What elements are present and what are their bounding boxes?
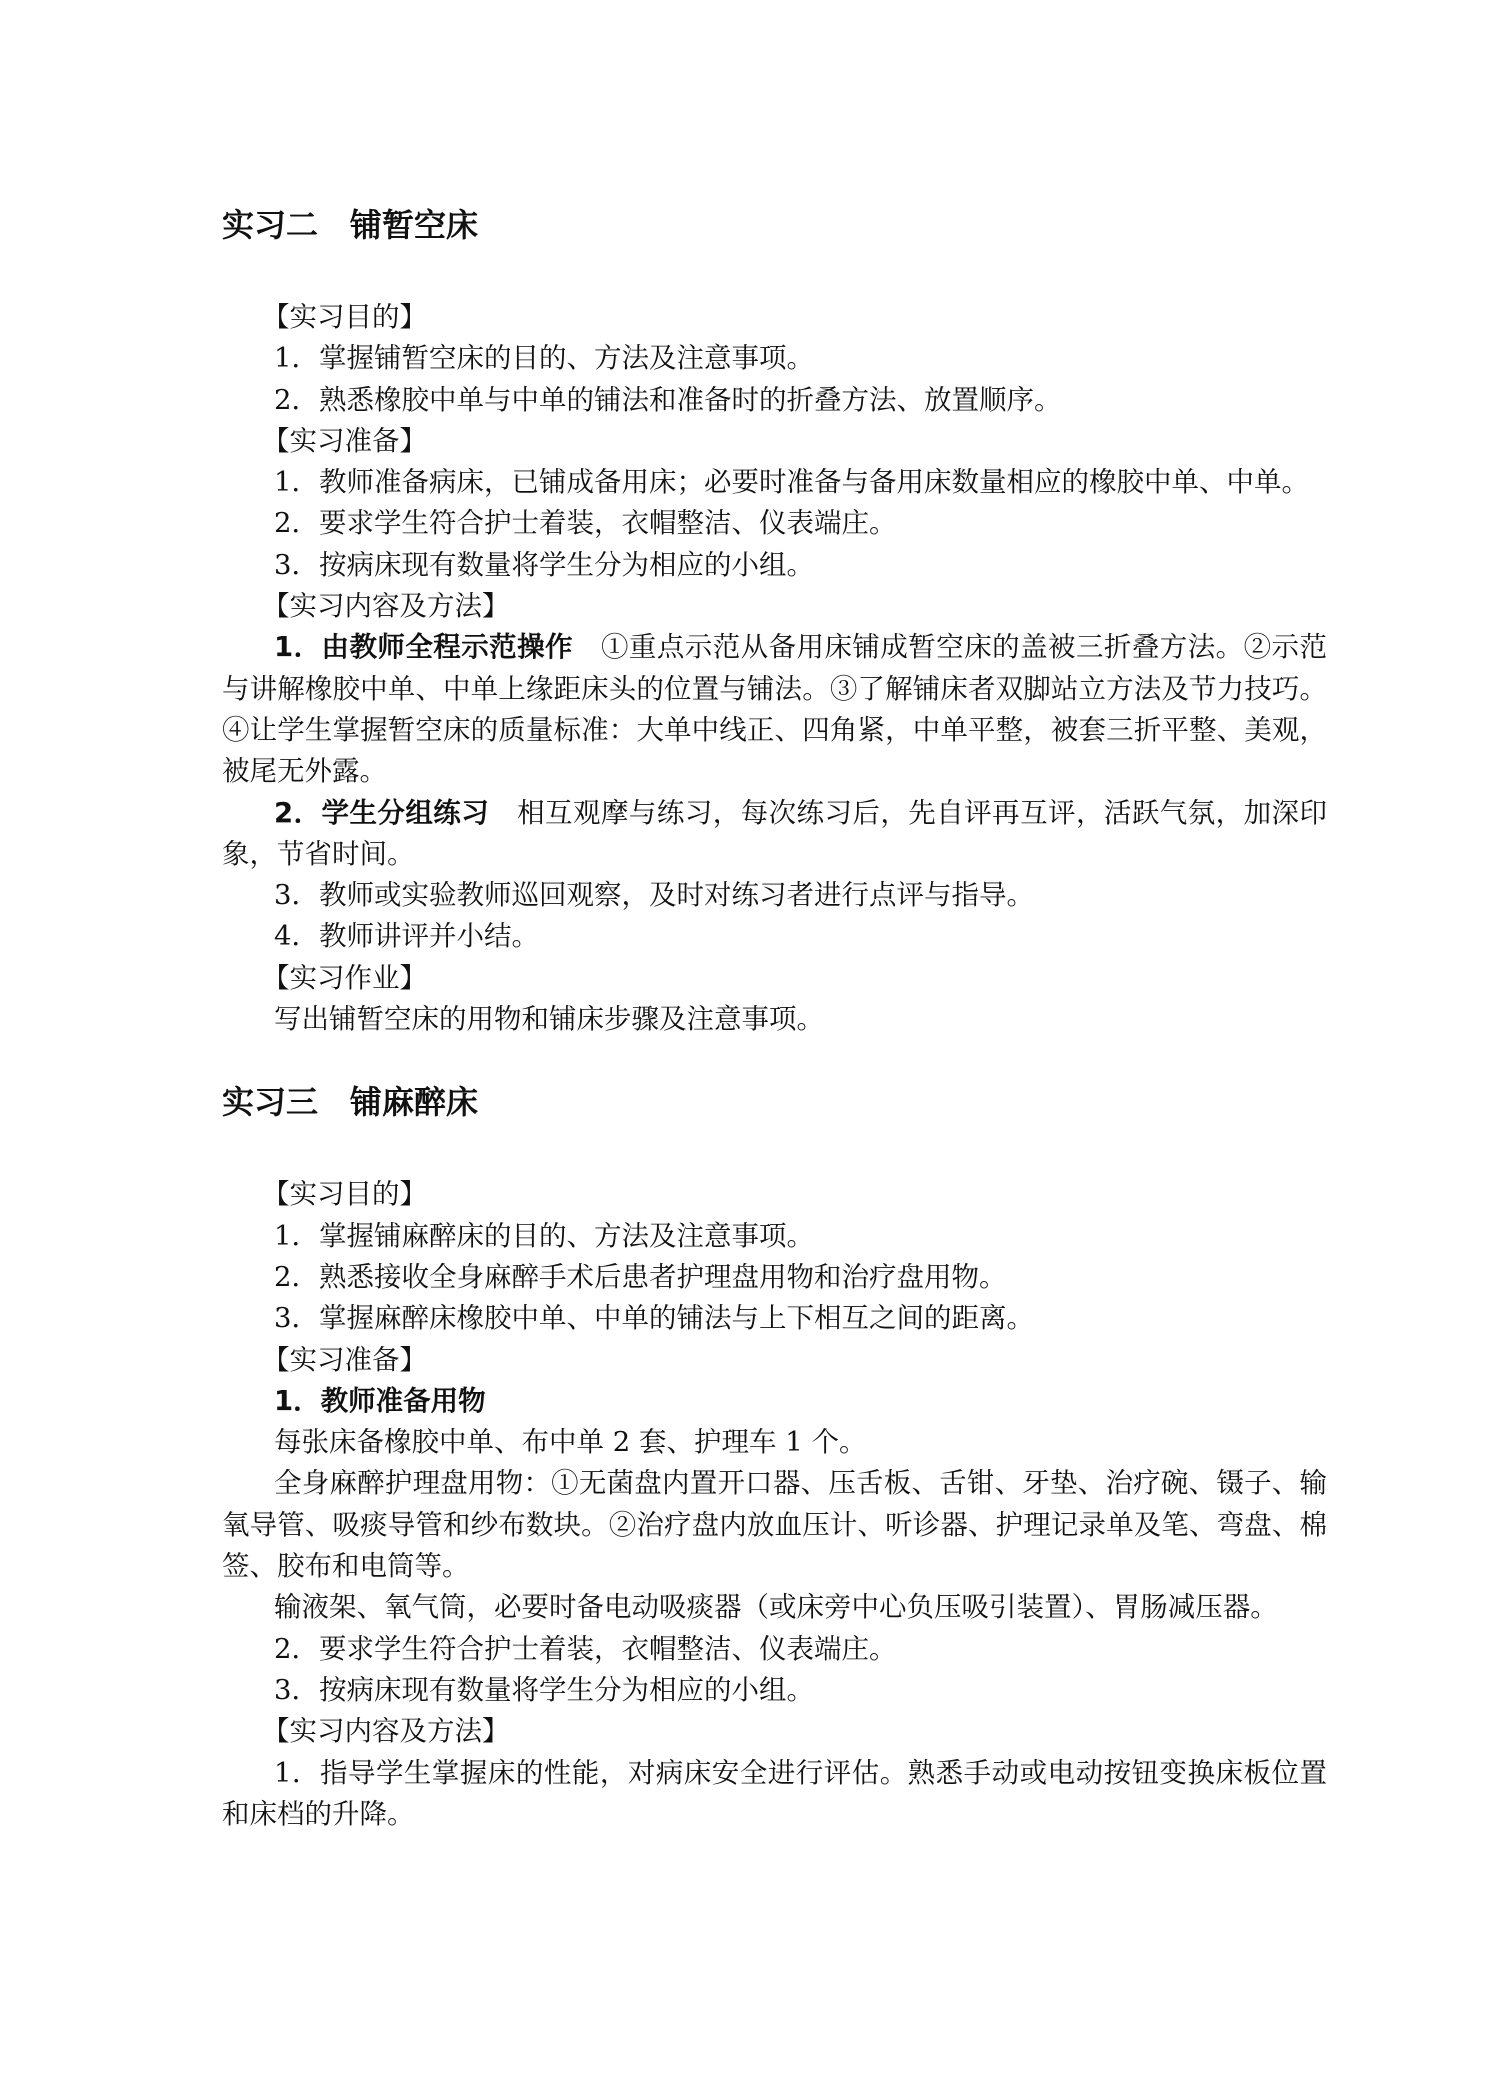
content-text: ①重点示范从备用床铺成暂空床的盖被三折叠方法。②示范与讲解橡胶中单、中单上缘距床头的位置与铺法。③了解铺床者双脚站立方法及节力技巧。④让学生掌握暂空床的质量标准：大单中线正、四角紧，中单平整，被套三折平整、美观，被尾无外露。 [222,631,1327,788]
purpose-item: 2．熟悉橡胶中单与中单的铺法和准备时的折叠方法、放置顺序。 [274,383,1062,416]
content-item: 4．教师讲评并小结。 [274,920,539,953]
prep-text: 每张床备橡胶中单、布中单 2 套、护理车 1 个。 [274,1426,867,1459]
prep-heading: 【实习准备】 [262,1343,427,1376]
prep-item: 2．要求学生符合护士着装，衣帽整洁、仪表端庄。 [274,1632,897,1665]
purpose-item: 1．掌握铺暂空床的目的、方法及注意事项。 [274,342,814,375]
content-paragraph [222,793,1327,876]
prep-item: 3．按病床现有数量将学生分为相应的小组。 [274,548,814,581]
content-text: 相互观摩与练习，每次练习后，先自评再互评，活跃气氛，加深印象，节省时间。 [222,796,1327,870]
content-lead: 2．学生分组练习 [274,796,490,829]
prep-heading: 【实习准备】 [262,424,427,457]
content-item: 3．教师或实验教师巡回观察，及时对练习者进行点评与指导。 [274,879,1034,912]
prep-paragraph: 全身麻醉护理盘用物：①无菌盘内置开口器、压舌板、舌钳、牙垫、治疗碗、镊子、输氧导管、吸痰导管和纱布数块。②治疗盘内放血压计、听诊器、护理记录单及笔、弯盘、棉签、胶布和电筒等。 [222,1467,1327,1583]
prep-item: 2．要求学生符合护士着装，衣帽整洁、仪表端庄。 [274,507,897,540]
prep-item: 1．教师准备病床，已铺成备用床；必要时准备与备用床数量相应的橡胶中单、中单。 [274,466,1309,499]
purpose-heading: 【实习目的】 [262,1178,427,1211]
prep-text: 输液架、氧气筒，必要时备电动吸痰器（或床旁中心负压吸引装置）、胃肠减压器。 [274,1591,1278,1624]
purpose-item: 1．掌握铺麻醉床的目的、方法及注意事项。 [274,1219,814,1252]
section-title-practice-3: 实习三 铺麻醉床 [222,1083,479,1122]
prep-item-lead: 1．教师准备用物 [274,1384,486,1417]
content-heading: 【实习内容及方法】 [262,1715,510,1748]
purpose-heading: 【实习目的】 [262,301,427,333]
content-heading: 【实习内容及方法】 [262,590,510,623]
purpose-item: 2．熟悉接收全身麻醉手术后患者护理盘用物和治疗盘用物。 [274,1260,1007,1293]
section-title-practice-2: 实习二 铺暂空床 [222,206,479,244]
homework-heading: 【实习作业】 [262,961,427,994]
content-paragraph: 1．指导学生掌握床的性能，对病床安全进行评估。熟悉手动或电动按钮变换床板位置和床档的升降。 [222,1756,1327,1830]
content-lead: 1．由教师全程示范操作 [274,631,573,664]
purpose-item: 3．掌握麻醉床橡胶中单、中单的铺法与上下相互之间的距离。 [274,1302,1034,1335]
content-paragraph [222,627,1327,792]
homework-text: 写出铺暂空床的用物和铺床步骤及注意事项。 [274,1003,824,1036]
prep-item: 3．按病床现有数量将学生分为相应的小组。 [274,1673,814,1706]
document-page [222,205,1327,1835]
